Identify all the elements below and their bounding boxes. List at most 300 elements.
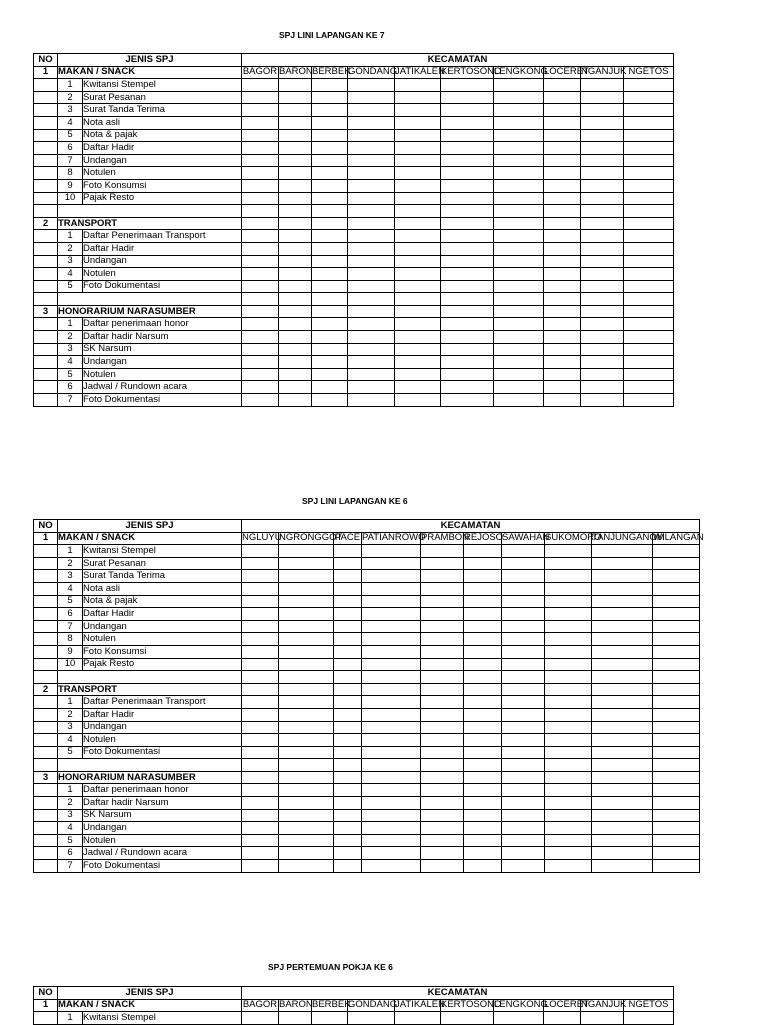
check-cell[interactable] bbox=[279, 129, 312, 142]
check-cell[interactable] bbox=[348, 242, 395, 255]
check-cell[interactable] bbox=[312, 305, 348, 318]
check-cell[interactable] bbox=[494, 394, 544, 407]
check-cell[interactable] bbox=[624, 268, 674, 281]
check-cell[interactable] bbox=[348, 293, 395, 306]
check-cell[interactable] bbox=[581, 205, 624, 218]
check-cell[interactable] bbox=[581, 104, 624, 117]
check-cell[interactable] bbox=[544, 217, 581, 230]
check-cell[interactable] bbox=[653, 822, 700, 835]
check-cell[interactable] bbox=[279, 608, 334, 621]
check-cell[interactable] bbox=[494, 356, 544, 369]
check-cell[interactable] bbox=[592, 671, 653, 684]
check-cell[interactable] bbox=[624, 293, 674, 306]
check-cell[interactable] bbox=[279, 142, 312, 155]
check-cell[interactable] bbox=[362, 645, 421, 658]
check-cell[interactable] bbox=[421, 759, 464, 772]
check-cell[interactable] bbox=[502, 746, 545, 759]
check-cell[interactable] bbox=[242, 620, 279, 633]
check-cell[interactable] bbox=[312, 167, 348, 180]
check-cell[interactable] bbox=[279, 620, 334, 633]
check-cell[interactable] bbox=[279, 394, 312, 407]
check-cell[interactable] bbox=[502, 721, 545, 734]
check-cell[interactable] bbox=[334, 633, 362, 646]
check-cell[interactable] bbox=[502, 658, 545, 671]
check-cell[interactable] bbox=[592, 683, 653, 696]
check-cell[interactable] bbox=[653, 734, 700, 747]
check-cell[interactable] bbox=[312, 268, 348, 281]
check-cell[interactable] bbox=[592, 708, 653, 721]
check-cell[interactable] bbox=[653, 608, 700, 621]
check-cell[interactable] bbox=[395, 179, 441, 192]
check-cell[interactable] bbox=[544, 343, 581, 356]
check-cell[interactable] bbox=[395, 368, 441, 381]
check-cell[interactable] bbox=[362, 658, 421, 671]
check-cell[interactable] bbox=[348, 142, 395, 155]
check-cell[interactable] bbox=[494, 280, 544, 293]
check-cell[interactable] bbox=[502, 759, 545, 772]
check-cell[interactable] bbox=[279, 91, 312, 104]
check-cell[interactable] bbox=[592, 809, 653, 822]
check-cell[interactable] bbox=[279, 545, 334, 558]
check-cell[interactable] bbox=[441, 356, 494, 369]
check-cell[interactable] bbox=[494, 255, 544, 268]
check-cell[interactable] bbox=[441, 255, 494, 268]
check-cell[interactable] bbox=[395, 230, 441, 243]
check-cell[interactable] bbox=[312, 343, 348, 356]
check-cell[interactable] bbox=[312, 217, 348, 230]
check-cell[interactable] bbox=[242, 860, 279, 873]
check-cell[interactable] bbox=[592, 746, 653, 759]
check-cell[interactable] bbox=[279, 595, 334, 608]
check-cell[interactable] bbox=[421, 696, 464, 709]
check-cell[interactable] bbox=[242, 242, 279, 255]
check-cell[interactable] bbox=[494, 79, 544, 92]
check-cell[interactable] bbox=[592, 847, 653, 860]
check-cell[interactable] bbox=[312, 192, 348, 205]
check-cell[interactable] bbox=[242, 343, 279, 356]
check-cell[interactable] bbox=[312, 381, 348, 394]
check-cell[interactable] bbox=[334, 683, 362, 696]
check-cell[interactable] bbox=[502, 582, 545, 595]
check-cell[interactable] bbox=[545, 671, 592, 684]
check-cell[interactable] bbox=[441, 318, 494, 331]
check-cell[interactable] bbox=[279, 154, 312, 167]
check-cell[interactable] bbox=[362, 582, 421, 595]
check-cell[interactable] bbox=[581, 255, 624, 268]
check-cell[interactable] bbox=[242, 368, 279, 381]
check-cell[interactable] bbox=[624, 280, 674, 293]
check-cell[interactable] bbox=[592, 696, 653, 709]
check-cell[interactable] bbox=[624, 368, 674, 381]
check-cell[interactable] bbox=[279, 280, 312, 293]
check-cell[interactable] bbox=[395, 381, 441, 394]
check-cell[interactable] bbox=[242, 771, 279, 784]
check-cell[interactable] bbox=[279, 167, 312, 180]
check-cell[interactable] bbox=[421, 746, 464, 759]
check-cell[interactable] bbox=[494, 293, 544, 306]
check-cell[interactable] bbox=[242, 318, 279, 331]
check-cell[interactable] bbox=[348, 268, 395, 281]
check-cell[interactable] bbox=[441, 205, 494, 218]
check-cell[interactable] bbox=[421, 834, 464, 847]
check-cell[interactable] bbox=[312, 142, 348, 155]
check-cell[interactable] bbox=[544, 79, 581, 92]
check-cell[interactable] bbox=[544, 91, 581, 104]
check-cell[interactable] bbox=[441, 91, 494, 104]
check-cell[interactable] bbox=[279, 318, 312, 331]
check-cell[interactable] bbox=[441, 343, 494, 356]
check-cell[interactable] bbox=[544, 179, 581, 192]
check-cell[interactable] bbox=[348, 116, 395, 129]
check-cell[interactable] bbox=[441, 192, 494, 205]
check-cell[interactable] bbox=[441, 167, 494, 180]
check-cell[interactable] bbox=[581, 368, 624, 381]
check-cell[interactable] bbox=[441, 217, 494, 230]
check-cell[interactable] bbox=[312, 255, 348, 268]
check-cell[interactable] bbox=[624, 192, 674, 205]
check-cell[interactable] bbox=[348, 381, 395, 394]
check-cell[interactable] bbox=[581, 293, 624, 306]
check-cell[interactable] bbox=[545, 771, 592, 784]
check-cell[interactable] bbox=[494, 104, 544, 117]
check-cell[interactable] bbox=[242, 595, 279, 608]
check-cell[interactable] bbox=[242, 331, 279, 344]
check-cell[interactable] bbox=[544, 129, 581, 142]
check-cell[interactable] bbox=[464, 696, 502, 709]
check-cell[interactable] bbox=[464, 557, 502, 570]
check-cell[interactable] bbox=[334, 759, 362, 772]
check-cell[interactable] bbox=[581, 79, 624, 92]
check-cell[interactable] bbox=[334, 570, 362, 583]
check-cell[interactable] bbox=[502, 671, 545, 684]
check-cell[interactable] bbox=[362, 545, 421, 558]
check-cell[interactable] bbox=[581, 268, 624, 281]
check-cell[interactable] bbox=[545, 582, 592, 595]
check-cell[interactable] bbox=[421, 620, 464, 633]
check-cell[interactable] bbox=[279, 305, 312, 318]
check-cell[interactable] bbox=[362, 595, 421, 608]
check-cell[interactable] bbox=[242, 822, 279, 835]
check-cell[interactable] bbox=[502, 557, 545, 570]
check-cell[interactable] bbox=[544, 255, 581, 268]
check-cell[interactable] bbox=[624, 154, 674, 167]
check-cell[interactable] bbox=[242, 255, 279, 268]
check-cell[interactable] bbox=[279, 784, 334, 797]
check-cell[interactable] bbox=[545, 834, 592, 847]
check-cell[interactable] bbox=[334, 608, 362, 621]
check-cell[interactable] bbox=[334, 557, 362, 570]
check-cell[interactable] bbox=[279, 557, 334, 570]
check-cell[interactable] bbox=[334, 834, 362, 847]
check-cell[interactable] bbox=[421, 570, 464, 583]
check-cell[interactable] bbox=[441, 179, 494, 192]
check-cell[interactable] bbox=[242, 1012, 279, 1025]
check-cell[interactable] bbox=[624, 104, 674, 117]
check-cell[interactable] bbox=[464, 771, 502, 784]
check-cell[interactable] bbox=[581, 230, 624, 243]
check-cell[interactable] bbox=[624, 91, 674, 104]
check-cell[interactable] bbox=[624, 1012, 674, 1025]
check-cell[interactable] bbox=[312, 394, 348, 407]
check-cell[interactable] bbox=[312, 1012, 348, 1025]
check-cell[interactable] bbox=[395, 293, 441, 306]
check-cell[interactable] bbox=[653, 570, 700, 583]
check-cell[interactable] bbox=[395, 192, 441, 205]
check-cell[interactable] bbox=[653, 620, 700, 633]
check-cell[interactable] bbox=[312, 205, 348, 218]
check-cell[interactable] bbox=[395, 167, 441, 180]
check-cell[interactable] bbox=[502, 734, 545, 747]
check-cell[interactable] bbox=[592, 822, 653, 835]
check-cell[interactable] bbox=[242, 746, 279, 759]
check-cell[interactable] bbox=[581, 242, 624, 255]
check-cell[interactable] bbox=[581, 381, 624, 394]
check-cell[interactable] bbox=[362, 834, 421, 847]
check-cell[interactable] bbox=[502, 683, 545, 696]
check-cell[interactable] bbox=[464, 620, 502, 633]
check-cell[interactable] bbox=[242, 708, 279, 721]
check-cell[interactable] bbox=[581, 356, 624, 369]
check-cell[interactable] bbox=[624, 129, 674, 142]
check-cell[interactable] bbox=[242, 784, 279, 797]
check-cell[interactable] bbox=[464, 797, 502, 810]
check-cell[interactable] bbox=[464, 645, 502, 658]
check-cell[interactable] bbox=[502, 860, 545, 873]
check-cell[interactable] bbox=[545, 809, 592, 822]
check-cell[interactable] bbox=[421, 595, 464, 608]
check-cell[interactable] bbox=[279, 633, 334, 646]
check-cell[interactable] bbox=[279, 860, 334, 873]
check-cell[interactable] bbox=[395, 91, 441, 104]
check-cell[interactable] bbox=[545, 797, 592, 810]
check-cell[interactable] bbox=[545, 570, 592, 583]
check-cell[interactable] bbox=[494, 129, 544, 142]
check-cell[interactable] bbox=[395, 343, 441, 356]
check-cell[interactable] bbox=[242, 683, 279, 696]
check-cell[interactable] bbox=[362, 809, 421, 822]
check-cell[interactable] bbox=[334, 771, 362, 784]
check-cell[interactable] bbox=[334, 734, 362, 747]
check-cell[interactable] bbox=[279, 255, 312, 268]
check-cell[interactable] bbox=[502, 771, 545, 784]
check-cell[interactable] bbox=[395, 280, 441, 293]
check-cell[interactable] bbox=[362, 771, 421, 784]
check-cell[interactable] bbox=[312, 79, 348, 92]
check-cell[interactable] bbox=[348, 331, 395, 344]
check-cell[interactable] bbox=[544, 1012, 581, 1025]
check-cell[interactable] bbox=[421, 645, 464, 658]
check-cell[interactable] bbox=[592, 645, 653, 658]
check-cell[interactable] bbox=[624, 318, 674, 331]
check-cell[interactable] bbox=[279, 822, 334, 835]
check-cell[interactable] bbox=[279, 192, 312, 205]
check-cell[interactable] bbox=[242, 91, 279, 104]
check-cell[interactable] bbox=[441, 242, 494, 255]
check-cell[interactable] bbox=[464, 608, 502, 621]
check-cell[interactable] bbox=[279, 293, 312, 306]
check-cell[interactable] bbox=[395, 318, 441, 331]
check-cell[interactable] bbox=[312, 104, 348, 117]
check-cell[interactable] bbox=[348, 104, 395, 117]
check-cell[interactable] bbox=[653, 784, 700, 797]
check-cell[interactable] bbox=[653, 545, 700, 558]
check-cell[interactable] bbox=[653, 809, 700, 822]
check-cell[interactable] bbox=[362, 570, 421, 583]
check-cell[interactable] bbox=[502, 570, 545, 583]
check-cell[interactable] bbox=[592, 620, 653, 633]
check-cell[interactable] bbox=[441, 368, 494, 381]
check-cell[interactable] bbox=[502, 645, 545, 658]
check-cell[interactable] bbox=[545, 658, 592, 671]
check-cell[interactable] bbox=[624, 394, 674, 407]
check-cell[interactable] bbox=[464, 658, 502, 671]
check-cell[interactable] bbox=[545, 595, 592, 608]
check-cell[interactable] bbox=[279, 771, 334, 784]
check-cell[interactable] bbox=[464, 671, 502, 684]
check-cell[interactable] bbox=[348, 91, 395, 104]
check-cell[interactable] bbox=[362, 822, 421, 835]
check-cell[interactable] bbox=[581, 331, 624, 344]
check-cell[interactable] bbox=[545, 759, 592, 772]
check-cell[interactable] bbox=[545, 847, 592, 860]
check-cell[interactable] bbox=[592, 860, 653, 873]
check-cell[interactable] bbox=[653, 834, 700, 847]
check-cell[interactable] bbox=[312, 179, 348, 192]
check-cell[interactable] bbox=[545, 784, 592, 797]
check-cell[interactable] bbox=[421, 784, 464, 797]
check-cell[interactable] bbox=[545, 545, 592, 558]
check-cell[interactable] bbox=[421, 708, 464, 721]
check-cell[interactable] bbox=[242, 759, 279, 772]
check-cell[interactable] bbox=[242, 293, 279, 306]
check-cell[interactable] bbox=[348, 179, 395, 192]
check-cell[interactable] bbox=[242, 658, 279, 671]
check-cell[interactable] bbox=[502, 784, 545, 797]
check-cell[interactable] bbox=[441, 142, 494, 155]
check-cell[interactable] bbox=[653, 658, 700, 671]
check-cell[interactable] bbox=[494, 217, 544, 230]
check-cell[interactable] bbox=[464, 746, 502, 759]
check-cell[interactable] bbox=[545, 557, 592, 570]
check-cell[interactable] bbox=[395, 305, 441, 318]
check-cell[interactable] bbox=[421, 557, 464, 570]
check-cell[interactable] bbox=[279, 205, 312, 218]
check-cell[interactable] bbox=[653, 557, 700, 570]
check-cell[interactable] bbox=[312, 129, 348, 142]
check-cell[interactable] bbox=[544, 192, 581, 205]
check-cell[interactable] bbox=[279, 746, 334, 759]
check-cell[interactable] bbox=[312, 368, 348, 381]
check-cell[interactable] bbox=[362, 721, 421, 734]
check-cell[interactable] bbox=[312, 356, 348, 369]
check-cell[interactable] bbox=[653, 633, 700, 646]
check-cell[interactable] bbox=[592, 759, 653, 772]
check-cell[interactable] bbox=[544, 280, 581, 293]
check-cell[interactable] bbox=[279, 570, 334, 583]
check-cell[interactable] bbox=[502, 620, 545, 633]
check-cell[interactable] bbox=[494, 1012, 544, 1025]
check-cell[interactable] bbox=[441, 104, 494, 117]
check-cell[interactable] bbox=[362, 797, 421, 810]
check-cell[interactable] bbox=[348, 318, 395, 331]
check-cell[interactable] bbox=[464, 834, 502, 847]
check-cell[interactable] bbox=[279, 708, 334, 721]
check-cell[interactable] bbox=[242, 557, 279, 570]
check-cell[interactable] bbox=[242, 721, 279, 734]
check-cell[interactable] bbox=[624, 142, 674, 155]
check-cell[interactable] bbox=[545, 734, 592, 747]
check-cell[interactable] bbox=[653, 645, 700, 658]
check-cell[interactable] bbox=[279, 582, 334, 595]
check-cell[interactable] bbox=[348, 394, 395, 407]
check-cell[interactable] bbox=[242, 356, 279, 369]
check-cell[interactable] bbox=[441, 268, 494, 281]
check-cell[interactable] bbox=[441, 280, 494, 293]
check-cell[interactable] bbox=[242, 230, 279, 243]
check-cell[interactable] bbox=[421, 797, 464, 810]
check-cell[interactable] bbox=[395, 154, 441, 167]
check-cell[interactable] bbox=[581, 280, 624, 293]
check-cell[interactable] bbox=[334, 696, 362, 709]
check-cell[interactable] bbox=[242, 129, 279, 142]
check-cell[interactable] bbox=[242, 217, 279, 230]
check-cell[interactable] bbox=[279, 809, 334, 822]
check-cell[interactable] bbox=[502, 834, 545, 847]
check-cell[interactable] bbox=[653, 683, 700, 696]
check-cell[interactable] bbox=[581, 167, 624, 180]
check-cell[interactable] bbox=[653, 696, 700, 709]
check-cell[interactable] bbox=[494, 205, 544, 218]
check-cell[interactable] bbox=[592, 771, 653, 784]
check-cell[interactable] bbox=[421, 721, 464, 734]
check-cell[interactable] bbox=[592, 557, 653, 570]
check-cell[interactable] bbox=[334, 847, 362, 860]
check-cell[interactable] bbox=[592, 570, 653, 583]
check-cell[interactable] bbox=[624, 167, 674, 180]
check-cell[interactable] bbox=[441, 116, 494, 129]
check-cell[interactable] bbox=[653, 860, 700, 873]
check-cell[interactable] bbox=[334, 721, 362, 734]
check-cell[interactable] bbox=[544, 142, 581, 155]
check-cell[interactable] bbox=[494, 331, 544, 344]
check-cell[interactable] bbox=[592, 608, 653, 621]
check-cell[interactable] bbox=[441, 129, 494, 142]
check-cell[interactable] bbox=[624, 217, 674, 230]
check-cell[interactable] bbox=[494, 268, 544, 281]
check-cell[interactable] bbox=[242, 734, 279, 747]
check-cell[interactable] bbox=[421, 658, 464, 671]
check-cell[interactable] bbox=[279, 1012, 312, 1025]
check-cell[interactable] bbox=[348, 1012, 395, 1025]
check-cell[interactable] bbox=[624, 179, 674, 192]
check-cell[interactable] bbox=[312, 280, 348, 293]
check-cell[interactable] bbox=[395, 217, 441, 230]
check-cell[interactable] bbox=[362, 696, 421, 709]
check-cell[interactable] bbox=[348, 368, 395, 381]
check-cell[interactable] bbox=[395, 104, 441, 117]
check-cell[interactable] bbox=[653, 721, 700, 734]
check-cell[interactable] bbox=[502, 708, 545, 721]
check-cell[interactable] bbox=[312, 91, 348, 104]
check-cell[interactable] bbox=[464, 734, 502, 747]
check-cell[interactable] bbox=[362, 746, 421, 759]
check-cell[interactable] bbox=[395, 394, 441, 407]
check-cell[interactable] bbox=[279, 671, 334, 684]
check-cell[interactable] bbox=[362, 860, 421, 873]
check-cell[interactable] bbox=[581, 1012, 624, 1025]
check-cell[interactable] bbox=[464, 708, 502, 721]
check-cell[interactable] bbox=[464, 721, 502, 734]
